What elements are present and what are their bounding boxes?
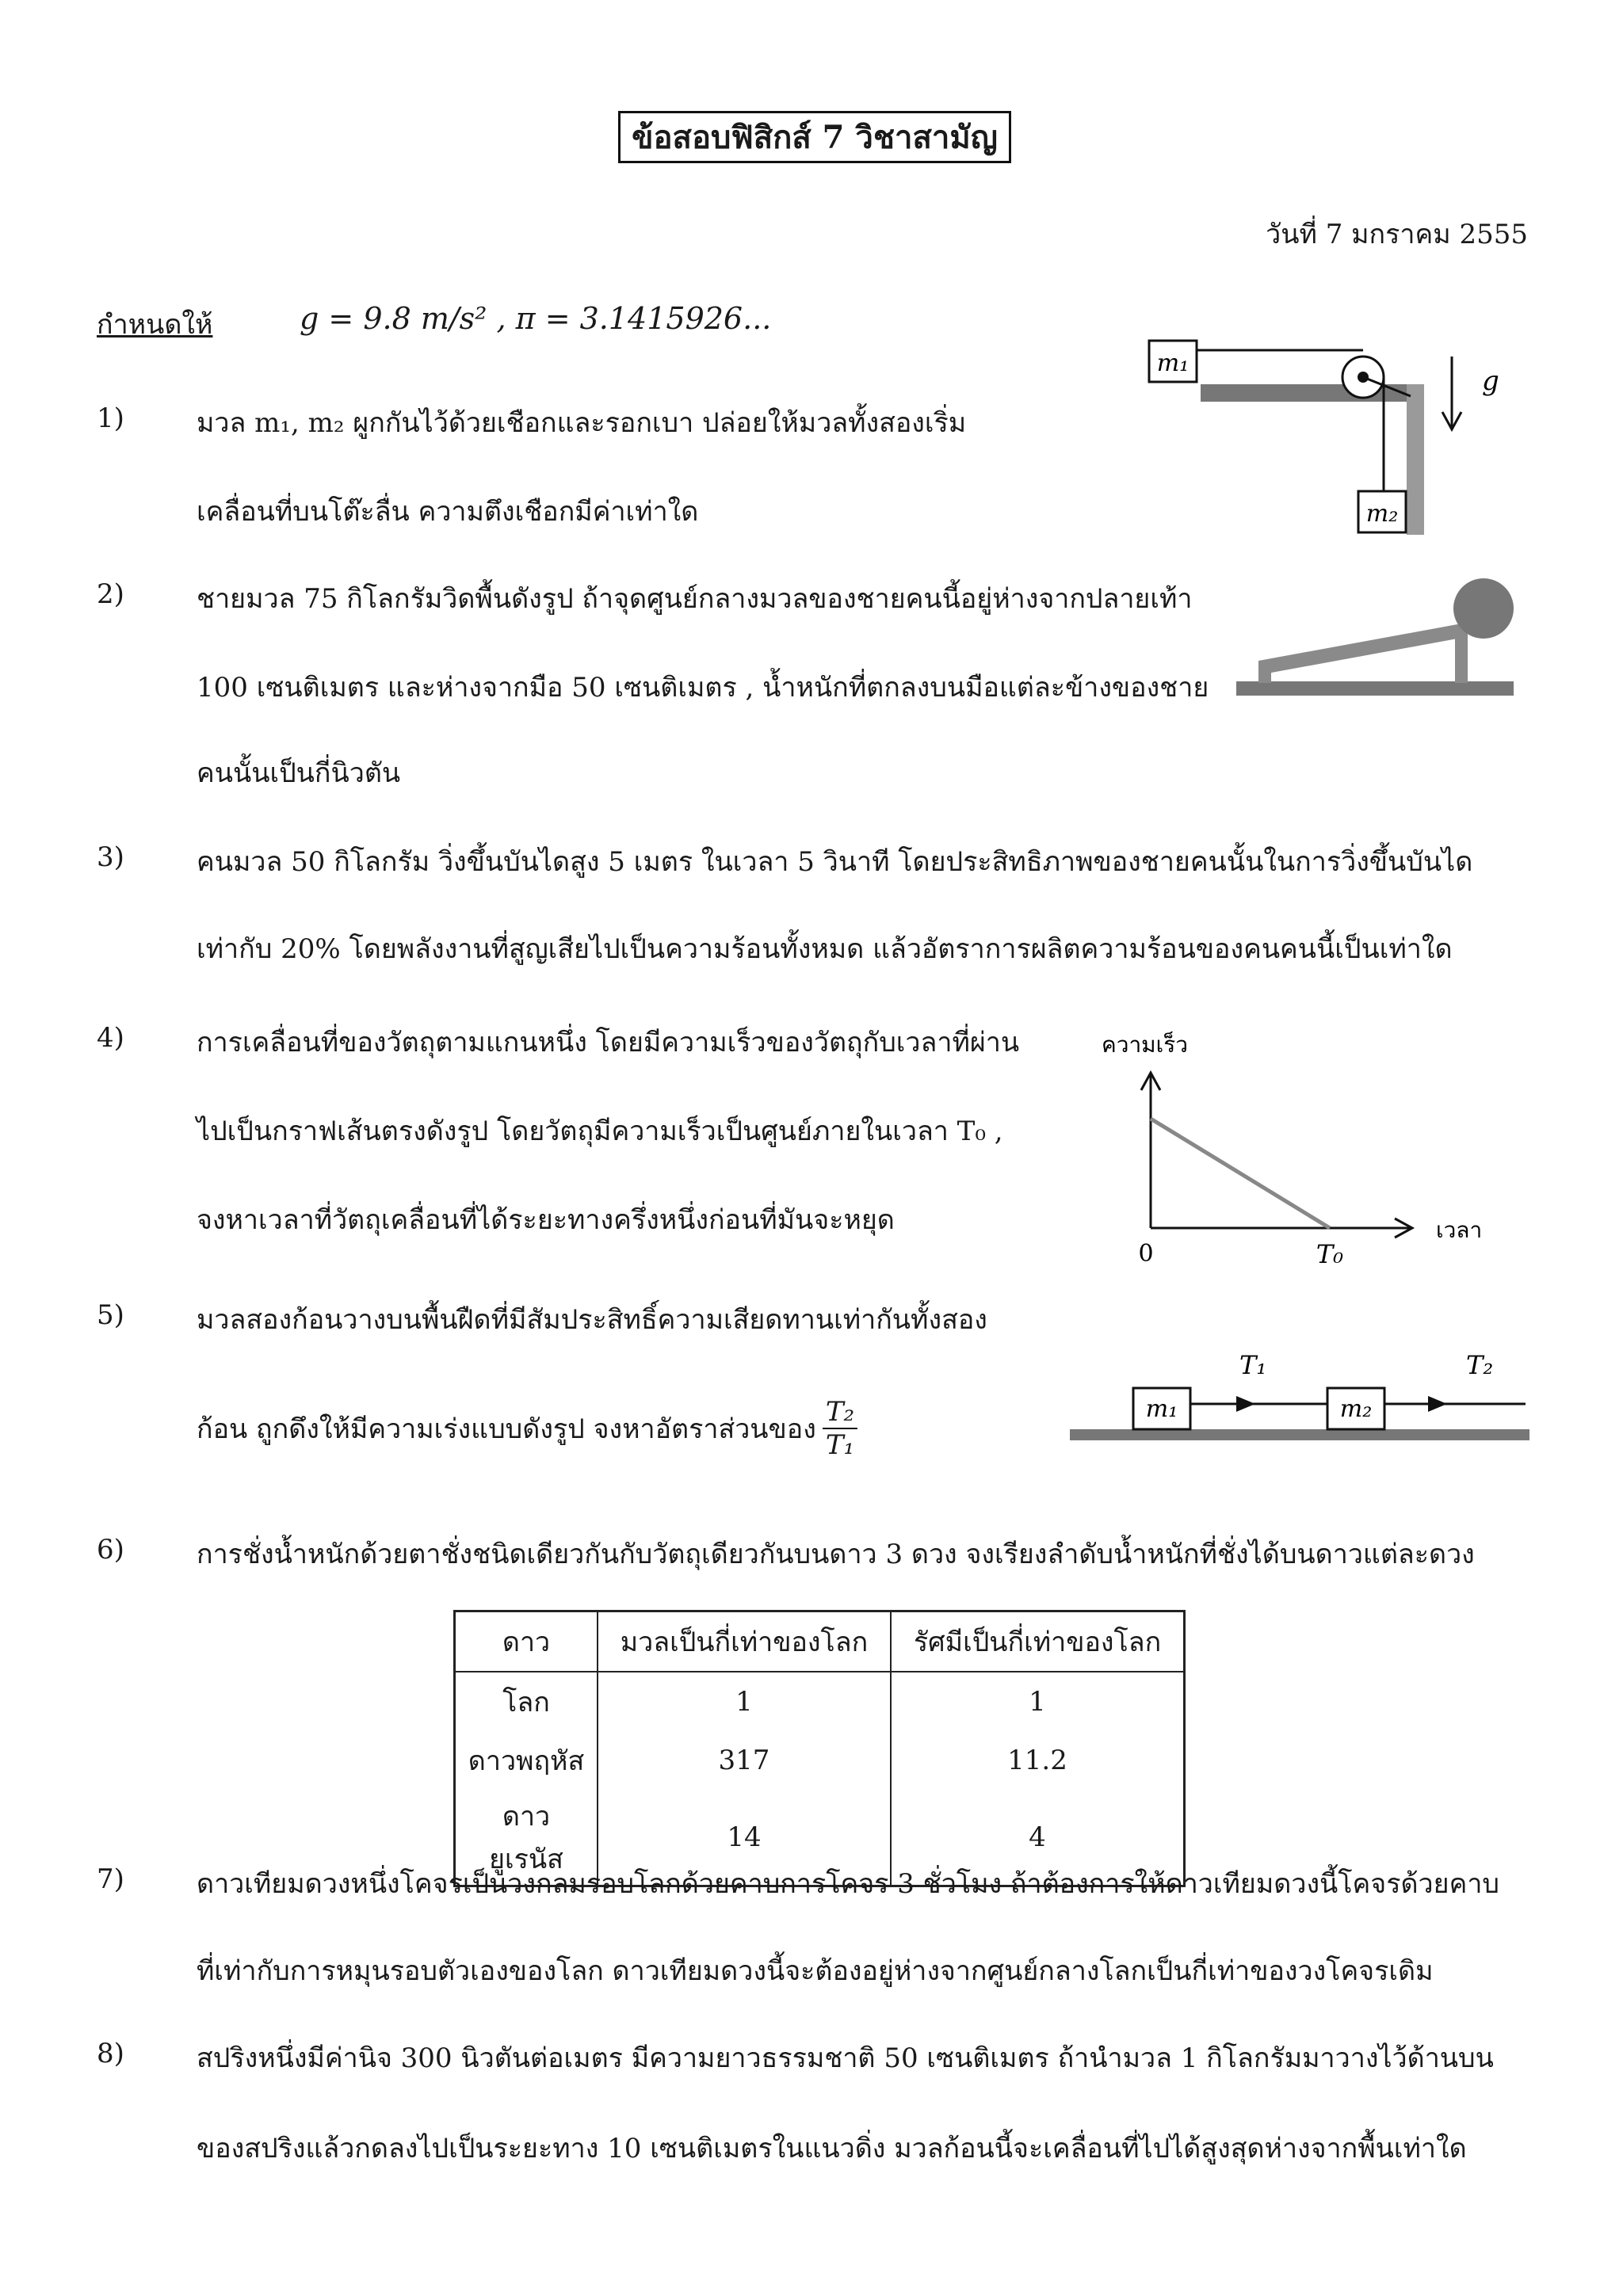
t2-arrow (1428, 1396, 1447, 1412)
question-7-line-1: ดาวเทียมดวงหนึ่งโคจรเป็นวงกลมรอบโลกด้วยคาบการโคจร 3 ชั่วโมง ถ้าต้องการให้ดาวเทียมดวงนี้โคจรด้วยคาบ (197, 1868, 1499, 1900)
question-4-number: 4) (97, 1022, 124, 1054)
question-4-line-1: การเคลื่อนที่ของวัตถุตามแกนหนึ่ง โดยมีความเร็วของวัตถุกับเวลาที่ผ่าน (197, 1027, 1020, 1058)
block-m1-label: m₁ (1156, 349, 1190, 377)
graph-velocity-line (1151, 1119, 1330, 1228)
tension-ratio-numerator: T₂ (823, 1396, 857, 1429)
graph-origin-label: 0 (1138, 1240, 1154, 1268)
block-m1-rough-label: m₁ (1145, 1395, 1178, 1423)
question-5-line-2 (197, 1396, 857, 1461)
arm-support (1455, 631, 1468, 683)
head (1453, 578, 1514, 639)
table-cell: 4 (891, 1790, 1185, 1886)
t1-label: T₁ (1239, 1350, 1267, 1380)
question-1-line-1: มวล m₁, m₂ ผูกกันไว้ด้วยเชือกและรอกเบา ปล่อยให้มวลทั้งสองเริ่ม (197, 407, 967, 439)
t1-arrow (1236, 1396, 1255, 1412)
table-cell: 11.2 (891, 1731, 1185, 1790)
question-5-number: 5) (97, 1299, 124, 1331)
question-5-line-2-text: ก้อน ถูกดึงให้มีความเร่งแบบดังรูป จงหาอัตราส่วนของ (197, 1413, 816, 1445)
question-3-line-1: คนมวล 50 กิโลกรัม วิ่งขึ้นบันไดสูง 5 เมตร ในเวลา 5 วินาที โดยประสิทธิภาพของชายคนนั้นในการวิ่งขึ้นบันได (197, 846, 1473, 878)
figure-4-velocity-graph (1094, 1022, 1506, 1276)
planet-table-header-mass: มวลเป็นกี่เท่าของโลก (598, 1611, 891, 1672)
tension-ratio-denominator: T₁ (825, 1429, 855, 1461)
block-m2-label: m₂ (1365, 500, 1399, 528)
question-2-line-2: 100 เซนติเมตร และห่างจากมือ 50 เซนติเมตร , น้ำหนักที่ตกลงบนมือแต่ละข้างของชาย (197, 672, 1209, 704)
tension-ratio-fraction (823, 1396, 857, 1461)
gravity-label: g (1482, 365, 1499, 397)
planet-table-header-row (455, 1611, 1185, 1672)
question-8-number: 8) (97, 2038, 124, 2069)
table-cell: 317 (598, 1731, 891, 1790)
exam-title: ข้อสอบฟิสิกส์ 7 วิชาสามัญ (618, 111, 1011, 163)
question-1-line-2: เคลื่อนที่บนโต๊ะลื่น ความตึงเชือกมีค่าเท่าใด (197, 496, 699, 528)
t2-label: T₂ (1466, 1350, 1494, 1380)
question-2-line-3: คนนั้นเป็นกี่นิวตัน (197, 757, 401, 789)
table-cell: 14 (598, 1790, 891, 1886)
table-cell: 1 (891, 1672, 1185, 1731)
table-cell: ดาวพฤหัส (455, 1731, 598, 1790)
floor (1236, 681, 1514, 696)
table-cell: ดาวยูเรนัส (455, 1790, 598, 1886)
feet-support (1258, 661, 1271, 683)
block-m2-rough-label: m₂ (1339, 1395, 1373, 1423)
planet-table (453, 1610, 1186, 1887)
figure-5-blocks-diagram (1070, 1347, 1529, 1450)
figure-2-pushup-diagram (1236, 567, 1522, 702)
question-4-line-2: ไปเป็นกราฟเส้นตรงดังรูป โดยวัตถุมีความเร็วเป็นศูนย์ภายในเวลา T₀ , (197, 1116, 1003, 1147)
question-6-line-1: การชั่งน้ำหนักด้วยตาชั่งชนิดเดียวกันกับวัตถุเดียวกันบนดาว 3 ดวง จงเรียงลำดับน้ำหนักที่ชั่งได้บนดาวแต่ละดวง (197, 1539, 1475, 1570)
question-3-line-2: เท่ากับ 20% โดยพลังงานที่สูญเสียไปเป็นความร้อนทั้งหมด แล้วอัตราการผลิตความร้อนของคนคนนี้เป็นเท่าใด (197, 933, 1453, 965)
question-3-number: 3) (97, 841, 124, 873)
planet-table-header-planet: ดาว (455, 1611, 598, 1672)
question-7-line-2: ที่เท่ากับการหมุนรอบตัวเองของโลก ดาวเทียมดวงนี้จะต้องอยู่ห่างจากศูนย์กลางโลกเป็นกี่เท่าของวงโคจรเดิม (197, 1955, 1434, 1987)
question-4-line-3: จงหาเวลาที่วัตถุเคลื่อนที่ได้ระยะทางครึ่งหนึ่งก่อนที่มันจะหยุด (197, 1204, 895, 1236)
given-label: กำหนดให้ (97, 309, 213, 341)
table-row (455, 1672, 1185, 1731)
table-leg (1407, 384, 1424, 535)
question-8-line-2: ของสปริงแล้วกดลงไปเป็นระยะทาง 10 เซนติเมตรในแนวดิ่ง มวลก้อนนี้จะเคลื่อนที่ไปได้สูงสุดห่างจากพื้นเท่าใด (197, 2133, 1467, 2164)
given-equation: g = 9.8 m/s² , π = 3.1415926... (300, 301, 772, 336)
question-1-number: 1) (97, 402, 124, 434)
table-row (455, 1731, 1185, 1790)
rough-floor (1070, 1429, 1529, 1440)
table-cell: โลก (455, 1672, 598, 1731)
question-6-number: 6) (97, 1534, 124, 1566)
question-2-line-1: ชายมวล 75 กิโลกรัมวิดพื้นดังรูป ถ้าจุดศูนย์กลางมวลของชายคนนี้อยู่ห่างจากปลายเท้า (197, 583, 1193, 615)
question-2-number: 2) (97, 578, 124, 610)
table-cell: 1 (598, 1672, 891, 1731)
graph-xlabel: เวลา (1436, 1217, 1483, 1243)
question-5-line-1: มวลสองก้อนวางบนพื้นฝืดที่มีสัมประสิทธิ์ความเสียดทานเท่ากันทั้งสอง (197, 1304, 987, 1336)
graph-t0-label: T₀ (1316, 1239, 1344, 1269)
graph-ylabel: ความเร็ว (1102, 1032, 1188, 1058)
exam-date: วันที่ 7 มกราคม 2555 (1266, 219, 1528, 250)
body-plank (1258, 623, 1466, 675)
question-8-line-1: สปริงหนึ่งมีค่านิจ 300 นิวตันต่อเมตร มีความยาวธรรมชาติ 50 เซนติเมตร ถ้านำมวล 1 กิโลกรัมมาวางไว้ด้านบน (197, 2042, 1494, 2074)
figure-1-pulley-diagram (1133, 333, 1545, 547)
planet-table-header-radius: รัศมีเป็นกี่เท่าของโลก (891, 1611, 1185, 1672)
question-7-number: 7) (97, 1863, 124, 1895)
